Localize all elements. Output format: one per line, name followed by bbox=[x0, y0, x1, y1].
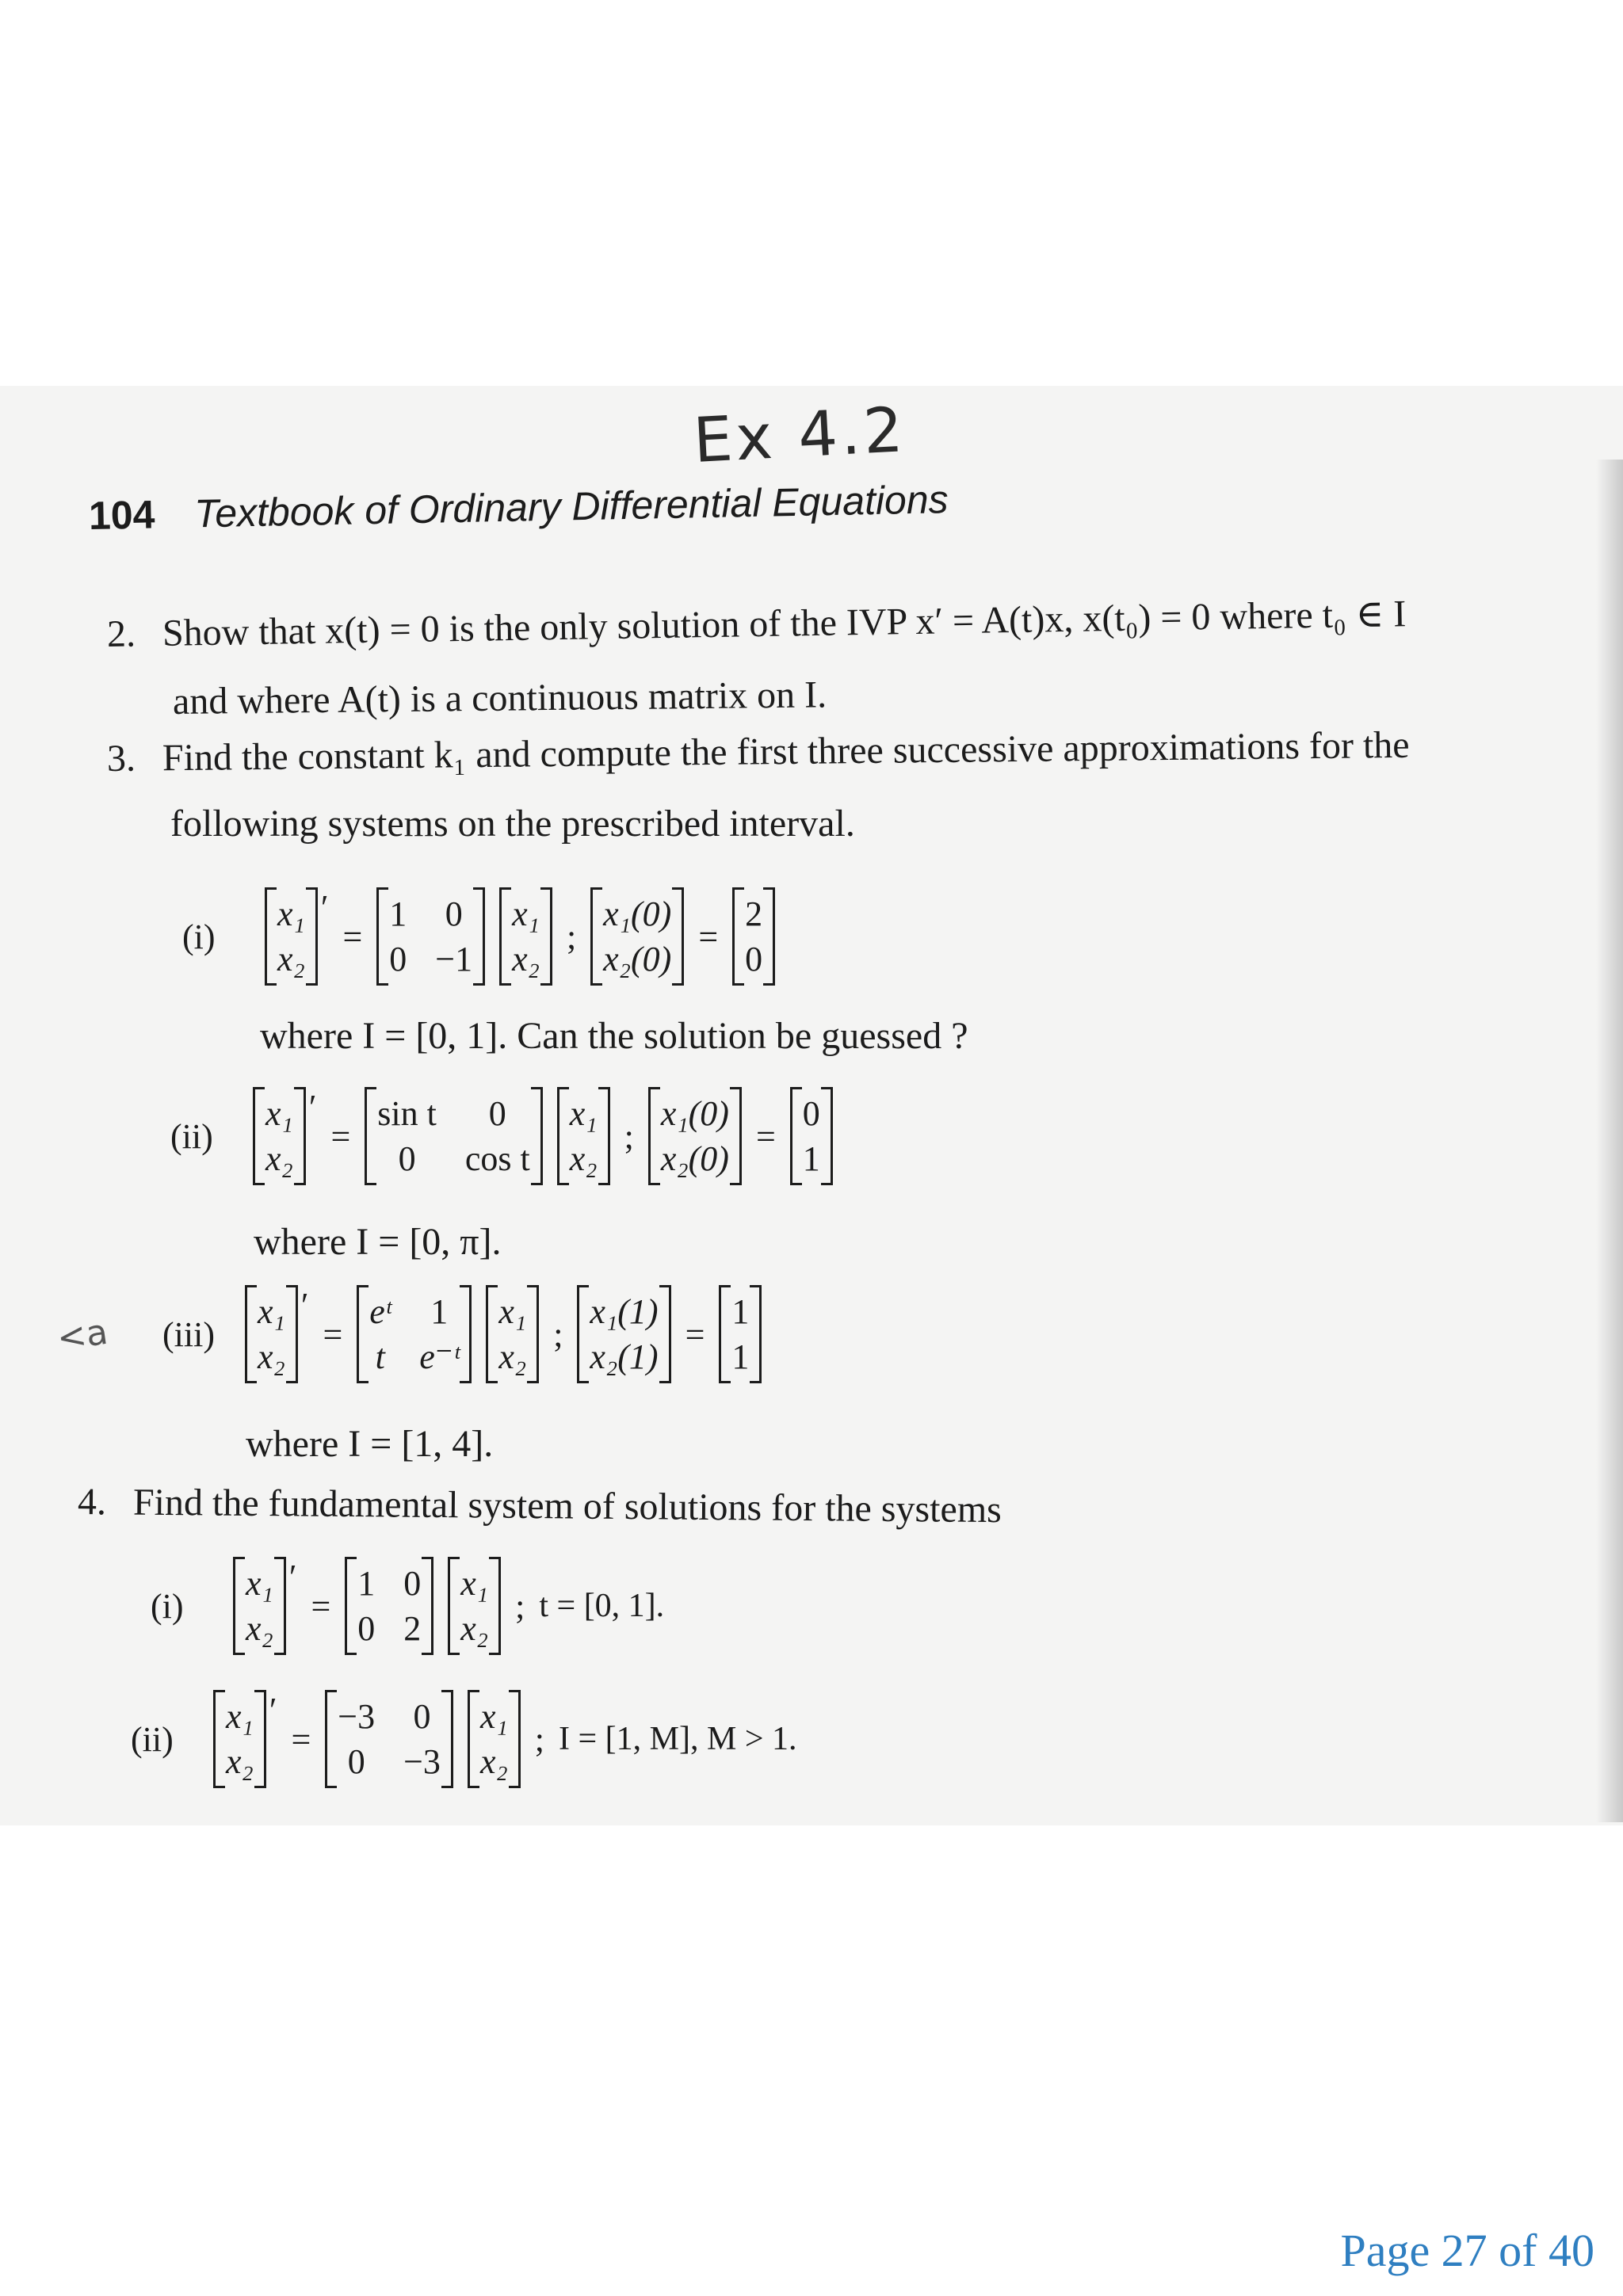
interval-condition: I = [1, M], M > 1. bbox=[559, 1721, 797, 1757]
part-label: (i) bbox=[151, 1586, 184, 1626]
rhs-vector: x₁ x₂ bbox=[486, 1285, 539, 1383]
page-number: 104 bbox=[88, 492, 155, 538]
rhs-vector: x₁ x₂ bbox=[448, 1557, 501, 1655]
problem-3-part-i-note: where I = [0, 1]. Can the solution be guessed ? bbox=[260, 1015, 968, 1057]
initial-value-vector: 2 0 bbox=[732, 887, 775, 986]
problem-text: Find the constant k₁ and compute the first three successive approximations for the bbox=[162, 723, 1410, 780]
coefficient-matrix: −3 0 0 −3 bbox=[325, 1690, 453, 1788]
interval-condition: t = [0, 1]. bbox=[539, 1588, 665, 1624]
coefficient-matrix: sin t 0 0 cos t bbox=[365, 1087, 542, 1185]
book-title: Textbook of Ordinary Differential Equations bbox=[193, 477, 949, 536]
lhs-vector: x₁ x₂ bbox=[245, 1285, 298, 1383]
part-label: (iii) bbox=[162, 1314, 215, 1354]
coefficient-matrix: 1 0 0 −1 bbox=[376, 887, 485, 986]
problem-text: Find the fundamental system of solutions for the systems bbox=[132, 1481, 1002, 1531]
coefficient-matrix: eᵗ 1 t e⁻ᵗ bbox=[357, 1285, 472, 1383]
page-indicator: Page 27 of 40 bbox=[1340, 2225, 1594, 2276]
lhs-vector: x₁ x₂ bbox=[233, 1557, 286, 1655]
initial-condition-vector: x₁(0) x₂(0) bbox=[648, 1087, 742, 1185]
handwritten-note: Ex 4.2 bbox=[691, 395, 908, 477]
problem-3-part-i-equation: (i) x₁ x₂ ′ = 1 0 0 −1 x₁ x₂ ; x₁(0) x₂(0) = 2 0 bbox=[182, 887, 775, 986]
rhs-vector: x₁ x₂ bbox=[499, 887, 552, 986]
rhs-vector: x₁ x₂ bbox=[557, 1087, 610, 1185]
problem-3-part-iii-note: where I = [1, 4]. bbox=[246, 1423, 494, 1465]
problem-2-line-2: and where A(t) is a continuous matrix on I. bbox=[172, 673, 827, 723]
problem-3-part-ii-equation: (ii) x₁ x₂ ′ = sin t 0 0 cos t x₁ x₂ ; x₁(0) x₂(0) = 0 1 bbox=[170, 1087, 833, 1185]
initial-value-vector: 1 1 bbox=[719, 1285, 762, 1383]
problem-3-part-ii-note: where I = [0, π]. bbox=[254, 1221, 502, 1263]
lhs-vector: x₁ x₂ bbox=[265, 887, 318, 986]
initial-condition-vector: x₁(0) x₂(0) bbox=[590, 887, 684, 986]
initial-condition-vector: x₁(1) x₂(1) bbox=[577, 1285, 670, 1383]
problem-text: Show that x(t) = 0 is the only solution of the IVP x′ = A(t)x, x(t₀) = 0 where t₀ ∈ I bbox=[162, 593, 1407, 654]
lhs-vector: x₁ x₂ bbox=[253, 1087, 306, 1185]
problem-4-part-ii-equation: (ii) x₁ x₂ ′ = −3 0 0 −3 x₁ x₂ ; I = [1, M], M > 1. bbox=[131, 1690, 797, 1788]
problem-number: 3. bbox=[106, 737, 136, 780]
problem-number: 2. bbox=[106, 612, 136, 655]
rhs-vector: x₁ x₂ bbox=[468, 1690, 521, 1788]
problem-3-line-2: following systems on the prescribed interval. bbox=[170, 803, 855, 845]
part-label: (i) bbox=[182, 917, 216, 956]
problem-4-line-1 bbox=[78, 1480, 1002, 1531]
part-label: (ii) bbox=[131, 1719, 174, 1759]
initial-value-vector: 0 1 bbox=[790, 1087, 833, 1185]
problem-3-part-iii-equation: (iii) x₁ x₂ ′ = eᵗ 1 t e⁻ᵗ x₁ x₂ ; x₁(1) x₂(1) = 1 1 bbox=[162, 1285, 762, 1383]
coefficient-matrix: 1 0 0 2 bbox=[345, 1557, 433, 1655]
problem-4-part-i-equation: (i) x₁ x₂ ′ = 1 0 0 2 x₁ x₂ ; t = [0, 1]. bbox=[151, 1557, 664, 1655]
lhs-vector: x₁ x₂ bbox=[213, 1690, 266, 1788]
page-edge-shadow bbox=[1596, 460, 1623, 1822]
problem-number: 4. bbox=[77, 1481, 107, 1524]
margin-annotation: <a bbox=[54, 1311, 111, 1360]
part-label: (ii) bbox=[170, 1116, 213, 1156]
